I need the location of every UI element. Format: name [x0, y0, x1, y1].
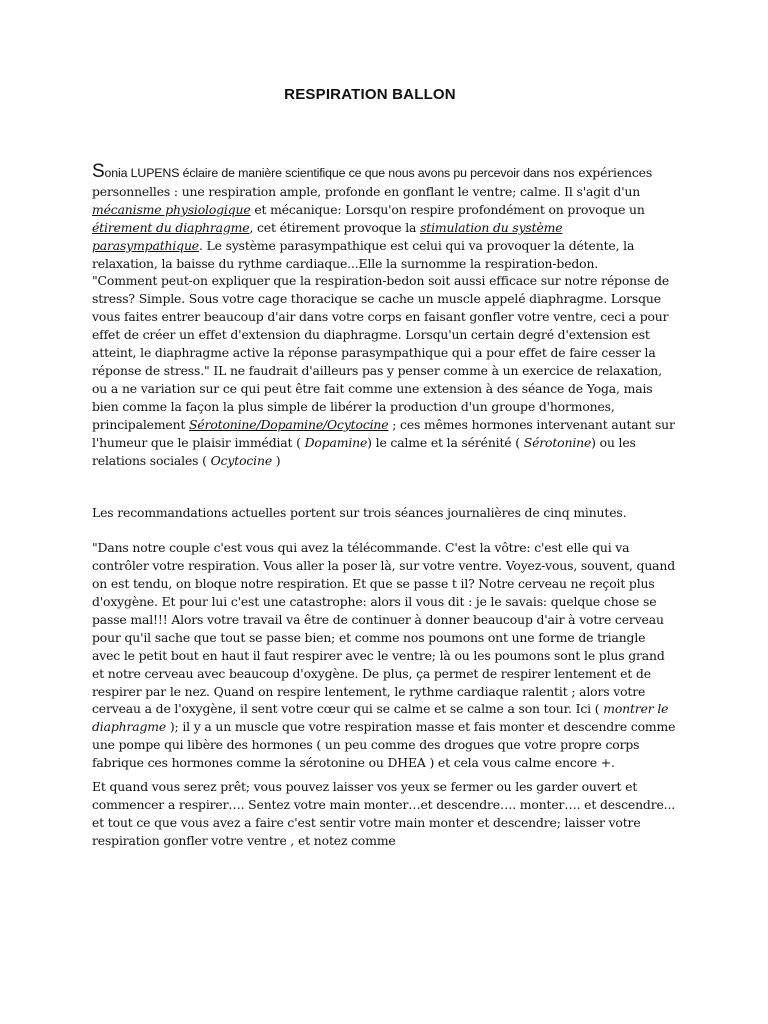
spacer — [92, 522, 676, 539]
page-title: RESPIRATION BALLON — [284, 86, 456, 103]
italic-ocytocine: Ocytocine — [210, 452, 273, 468]
quote-text-4: ) ou les relations sociales ( — [92, 434, 636, 468]
paragraph-recommendations: Les recommandations actuelles portent sur trois séances journalières de cinq minutes. — [92, 505, 627, 521]
link-etirement-diaphragme[interactable]: étirement du diaphragme — [92, 219, 250, 235]
italic-serotonine: Sérotonine — [523, 434, 592, 450]
link-stimulation-parasympathique[interactable]: stimulation du système parasympathique — [92, 219, 563, 253]
quote-text-2: ; ces mêmes hormones intervenant autant sur l'humeur que le plaisir immédiat ( — [92, 416, 675, 450]
telecommande-text-2: ); il y a un muscle que votre respiration masse et fais monter et descendre comme une pompe qui libère des hormones ( un peu comme des drogues que votre propre corps fabrique ces hormones comme la sérotonine ou DHEA ) et cela vous calme encore +. — [92, 719, 676, 771]
paragraph-telecommande — [92, 539, 676, 772]
intro-text-3: , cet étirement provoque la — [249, 219, 421, 235]
intro-text-4: . Le système parasympathique est celui qui va provoquer la détente, la relaxation, la baisse du rythme cardiaque...Elle la surnomme la respiration-bedon. — [92, 237, 635, 271]
italic-dopamine: Dopamine — [304, 434, 368, 450]
quote-text-5: ) — [272, 452, 281, 468]
italic-montrer-diaphragme: montrer le diaphragme — [92, 701, 669, 735]
paragraph-quote-stress — [92, 272, 676, 469]
spacer — [92, 469, 676, 504]
document-page — [92, 86, 676, 850]
link-mecanisme-physiologique[interactable]: mécanisme physiologique — [92, 201, 251, 217]
paragraph-exercise: Et quand vous serez prêt; vous pouvez laisser vos yeux se fermer ou les garder ouvert et commencer a respirer…. Sentez votre main monter…et descendre…. monter…. et descendre... et tout ce que vous avez a faire c'est sentir votre main monter et descendre; laisser votre respiration gonfler votre ventre , et notez comme — [92, 779, 676, 848]
drop-cap: S — [92, 161, 105, 182]
telecommande-text-1: "Dans notre couple c'est vous qui avez la télécommande. C'est la vôtre: c'est elle qui va contrôler votre respiration. Vous aller la poser là, sur votre ventre. Voyez-vous, souvent, quand on est tendu, on bloque notre respiration. Et que se passe t il? Notre cerveau ne reçoit plus d'oxygène. Et pour lui c'est une catastrophe: alors il vous dit : je le savais: quelque chose se passe mal!!! Alors votre travail va être de continuer à donner beaucoup d'air à votre cerveau pour qu'il sache que tout se passe bien; et comme nos poumons ont une forme de triangle avec le petit bout en haut il faut respirer avec le ventre; là ou les poumons sont le plus grand et notre cerveau avec beaucoup d'oxygène. De plus, ça permet de respirer lentement et de respirer par le nez. Quand on respire lentement, le rythme cardiaque ralentit ; alors votre cerveau a de l'oxygène, il sent votre cœur qui se calme et se calme a son tour. Ici ( — [92, 540, 676, 717]
quote-text-3: ) le calme et la sérénité ( — [367, 434, 524, 450]
intro-text-2: et mécanique: Lorsqu'on respire profondément on provoque un — [250, 201, 645, 217]
intro-first-line: onia LUPENS éclaire de manière scientifique ce que nous avons pu percevoir dans — [104, 166, 550, 180]
paragraph-intro — [92, 163, 676, 272]
link-hormones[interactable]: Sérotonine/Dopamine/Ocytocine — [189, 416, 389, 432]
intro-text-1: nos expériences personnelles : une respiration ample, profonde en gonflant le ventre; calme. Il s'agit d'un — [92, 165, 653, 199]
quote-text-1: "Comment peut-on expliquer que la respiration-bedon soit aussi efficace sur notre réponse de stress? Simple. Sous votre cage thoracique se cache un muscle appelé diaphragme. Lorsque vous faites entrer beaucoup d'air dans votre corps en faisant gonfler votre ventre, ceci a pour effet de créer un effet d'extension du diaphragme. Lorsqu'un certain degré d'extension est atteint, le diaphragme active la réponse parasympathique qui a pour effet de faire cesser la réponse de stress." IL ne faudrait d'ailleurs pas y penser comme à un exercice de relaxation, ou a ne variation sur ce qui peut être fait comme une extension à des séance de Yoga, mais bien comme la façon la plus simple de libérer la production d'un groupe d'hormones, principalement — [92, 273, 670, 432]
